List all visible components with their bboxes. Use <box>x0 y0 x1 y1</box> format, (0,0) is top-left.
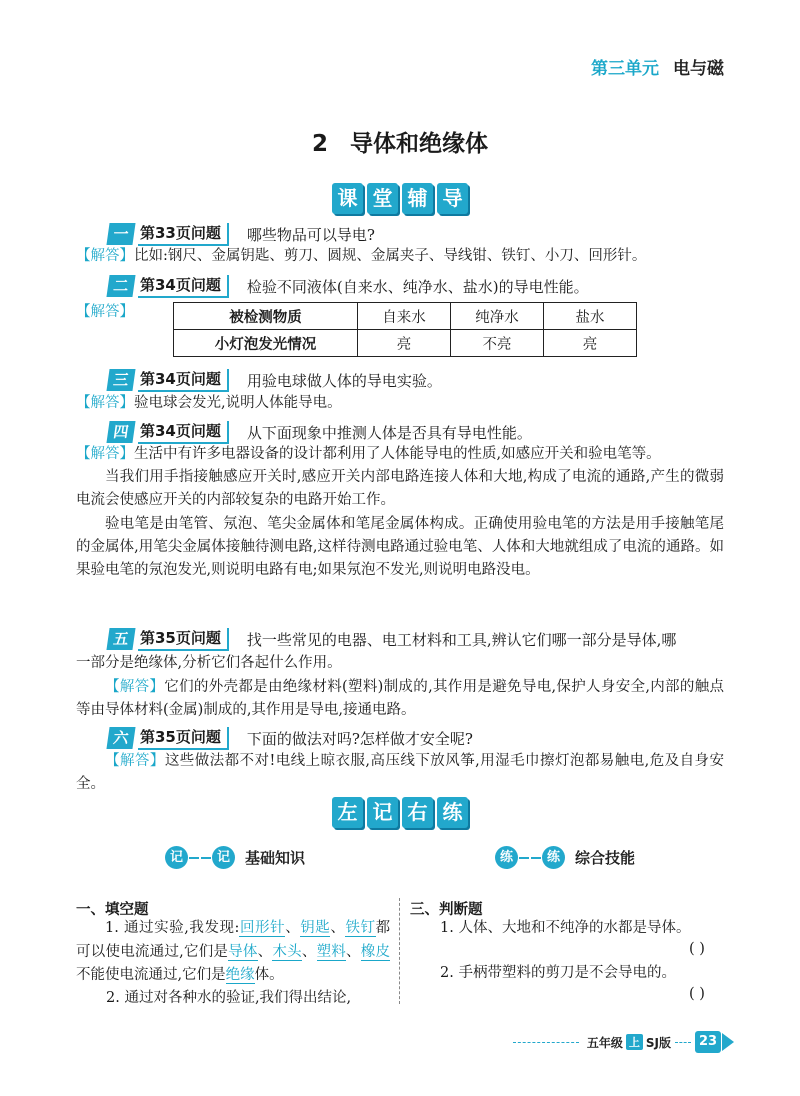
answer-6 <box>76 750 724 796</box>
question-text: 检验不同液体(自来水、纯净水、盐水)的导电性能。 <box>246 277 589 296</box>
question-text: 哪些物品可以导电? <box>246 225 375 244</box>
question-2 <box>108 274 589 298</box>
fill-answer: 木头 <box>272 943 302 960</box>
answer-tag: 【解答】 <box>76 446 134 462</box>
banner-circle: 记 <box>165 846 188 869</box>
question-page: 第34页问题 <box>138 369 229 392</box>
question-number: 二 <box>106 275 135 297</box>
fill-answer: 橡皮 <box>360 943 391 960</box>
section-banner-practice <box>0 797 800 828</box>
grade-label: 五年级 <box>586 1035 623 1050</box>
question-number: 一 <box>106 223 135 245</box>
fill-answer: 铁钉 <box>345 920 376 936</box>
q1-text: 1. 通过实验,我发现: <box>105 920 240 936</box>
question-3 <box>108 368 442 392</box>
answer-text: 生活中有许多电器设备的设计都利用了人体能导电的性质,如感应开关和验电笔等。 <box>134 446 661 462</box>
arrow-icon <box>722 1033 734 1051</box>
question-page: 第35页问题 <box>138 628 229 651</box>
banner-circle: 记 <box>212 846 235 869</box>
result-table <box>173 302 637 357</box>
column-divider <box>399 898 400 1004</box>
fill-blank-title: 一、填空题 <box>76 902 149 918</box>
question-page: 第33页问题 <box>138 223 229 246</box>
answer-tag: 【解答】 <box>76 395 134 411</box>
answer-paren: ( ) <box>689 941 705 957</box>
banner-char: 右 <box>402 797 433 828</box>
fill-answer: 钥匙 <box>300 920 331 936</box>
answer-1 <box>76 245 724 268</box>
fill-answer: 塑料 <box>316 943 347 960</box>
banner-char: 左 <box>332 797 363 828</box>
judge-q2: 2. 手柄带塑料的剪刀是不会导电的。 <box>440 965 676 981</box>
term-badge: 上 <box>626 1034 643 1050</box>
answer-tag: 【解答】 <box>76 248 134 264</box>
page-number: 23 <box>695 1031 721 1053</box>
unit-topic: 电与磁 <box>673 59 724 79</box>
banner-circle: 练 <box>542 846 565 869</box>
q1-text: 都可以使电流通过,它们是 <box>76 920 391 960</box>
question-page: 第34页问题 <box>138 275 229 298</box>
fill-blank-q1: 1. 通过实验,我发现:回形针、钥匙、铁钉都可以使电流通过,它们是导体、木头、塑料、橡皮不能使电流通过,它们是绝缘体。 <box>76 920 391 983</box>
question-number: 三 <box>106 369 135 391</box>
fill-blank-q2: 2. 通过对各种水的验证,我们得出结论, <box>106 990 352 1006</box>
result-table-wrap <box>173 302 637 357</box>
lesson-number: 2 <box>311 131 328 157</box>
question-page: 第35页问题 <box>138 727 229 750</box>
question-6 <box>108 726 473 750</box>
answer-5 <box>76 676 724 722</box>
table-header: 盐水 <box>544 303 637 330</box>
q1-text: 体。 <box>254 967 284 983</box>
answer-4 <box>76 443 724 582</box>
table-cell: 不亮 <box>451 330 544 357</box>
banner-char: 堂 <box>367 183 398 214</box>
judge-q1: 1. 人体、大地和不纯净的水都是导体。 <box>440 920 691 936</box>
answer-paren: ( ) <box>689 986 705 1002</box>
table-header: 纯净水 <box>451 303 544 330</box>
table-header: 自来水 <box>358 303 451 330</box>
section-banner-class <box>0 183 800 214</box>
question-1 <box>108 222 375 246</box>
banner-circle: 练 <box>495 846 518 869</box>
answer-2-tag <box>76 300 134 321</box>
answer-3 <box>76 392 724 415</box>
question-page: 第34页问题 <box>138 421 229 444</box>
banner-char: 课 <box>332 183 363 214</box>
judge-title: 三、判断题 <box>410 902 483 918</box>
fill-answer: 回形针 <box>239 920 286 936</box>
skills-banner <box>495 846 635 869</box>
unit-label: 第三单元 <box>591 59 659 79</box>
banner-label: 基础知识 <box>245 849 306 867</box>
question-5 <box>108 627 676 651</box>
question-number: 四 <box>106 421 135 443</box>
question-4 <box>108 420 532 444</box>
table-cell: 亮 <box>358 330 451 357</box>
answer-4-p1 <box>76 443 724 466</box>
banner-char: 练 <box>437 797 468 828</box>
banner-char: 辅 <box>402 183 433 214</box>
answer-text: 它们的外壳都是由绝缘材料(塑料)制成的,其作用是避免导电,保护人身安全,内部的触点等由导体材料(金属)制成的,其作用是导电,接通电路。 <box>76 679 725 719</box>
question-number: 五 <box>106 628 135 650</box>
page-footer <box>513 1031 734 1053</box>
answer-4-p3: 验电笔是由笔管、氖泡、笔尖金属体和笔尾金属体构成。正确使用验电笔的方法是用手接触笔尾的金属体,用笔尖金属体接触待测电路,这样待测电路通过验电笔、人体和大地就组成了电流的通路。如果验电笔的氖泡发光,则说明电路有电;如果氖泡不发光,则说明电路没电。 <box>76 515 724 579</box>
answer-tag: 【解答】 <box>105 753 165 769</box>
answer-text: 比如:钢尺、金属钥匙、剪刀、圆规、金属夹子、导线钳、铁钉、小刀、回形针。 <box>134 248 647 264</box>
banner-label: 综合技能 <box>575 849 636 867</box>
answer-tag: 【解答】 <box>105 679 165 695</box>
lesson-title <box>0 125 800 158</box>
fill-answer: 导体 <box>228 943 258 960</box>
question-5-cont: 一部分是绝缘体,分析它们各起什么作用。 <box>76 655 342 671</box>
question-text: 找一些常见的电器、电工材料和工具,辨认它们哪一部分是导体,哪 <box>246 630 677 649</box>
question-text: 用验电球做人体的导电实验。 <box>246 371 442 390</box>
q1-text: 不能使电流通过,它们是 <box>76 967 226 983</box>
question-text: 下面的做法对吗?怎样做才安全呢? <box>246 729 473 748</box>
basic-knowledge-banner <box>165 846 305 869</box>
fill-answer: 绝缘 <box>225 967 255 983</box>
answer-text: 验电球会发光,说明人体能导电。 <box>134 395 342 411</box>
table-row-label: 小灯泡发光情况 <box>174 330 358 357</box>
question-text: 从下面现象中推测人体是否具有导电性能。 <box>246 423 532 442</box>
unit-header <box>591 54 724 79</box>
question-number: 六 <box>106 727 135 749</box>
table-header: 被检测物质 <box>174 303 358 330</box>
answer-text: 这些做法都不对!电线上晾衣服,高压线下放风筝,用湿毛巾擦灯泡都易触电,危及自身安全。 <box>76 753 725 793</box>
answer-tag: 【解答】 <box>76 304 134 320</box>
edition-label: SJ版 <box>645 1035 671 1050</box>
answer-4-p2: 当我们用手指接触感应开关时,感应开关内部电路连接人体和大地,构成了电流的通路,产生的微弱电流会使感应开关的内部较复杂的电路开始工作。 <box>76 469 724 509</box>
lesson-name: 导体和绝缘体 <box>350 131 488 157</box>
banner-char: 导 <box>437 183 468 214</box>
banner-char: 记 <box>367 797 398 828</box>
table-cell: 亮 <box>544 330 637 357</box>
